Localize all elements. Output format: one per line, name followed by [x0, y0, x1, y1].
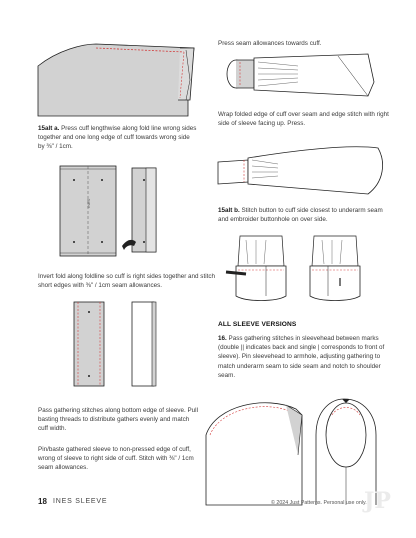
footer-title: INES SLEEVE [53, 498, 108, 505]
step-15a-label: 15alt a. [38, 125, 60, 132]
cuff-piece-label: INES [86, 198, 91, 208]
sleeve-cuff-illustration [38, 40, 198, 118]
button-buttonhole-illustration [226, 236, 376, 306]
step-16-paragraph [218, 334, 390, 380]
step-15a-text: Press cuff lengthwise along fold line wrong sides together and one long edge of cuff towards wrong side by ⅜" / 1cm. [38, 125, 197, 151]
footer-copyright: © 2024 Just Patterns. Personal use only. [271, 500, 367, 506]
step-15a-paragraph [38, 124, 198, 152]
finished-sleeve-illustration [218, 142, 388, 200]
pin-baste-text: Pin/baste gathered sleeve to non-pressed edge of cuff, wrong of sleeve to right side of cuff. Stitch with ⅜" / 1cm seam allowances. [38, 446, 194, 472]
sleevehead-illustration [206, 395, 386, 505]
step-16-label: 16. [218, 335, 227, 342]
step-15b-text: Stitch button to cuff side closest to underarm seam and embroider buttonhole on over side. [218, 207, 383, 224]
invert-fold-text: Invert fold along foldline so cuff is right sides together and stitch short edges with ⅜" / 1cm seam allowances. [38, 273, 215, 290]
stitched-cuff-illustration [74, 302, 170, 390]
page-number: 18 [38, 497, 47, 506]
pressed-cuff-illustration [218, 52, 378, 100]
step-15b-paragraph [218, 206, 390, 224]
wrap-cuff-text: Wrap folded edge of cuff over seam and edge stitch with right side of sleeve facing up. Press. [218, 111, 389, 128]
step-16-text: Pass gathering stitches in sleevehead between marks (double || indicates back and single | corresponds to front of sleeve). Pin sleevehead to armhole, adjusting gathering to match underarm seam to side seam and notch to shoulder seam. [218, 335, 385, 379]
step-15b-label: 15alt b. [218, 207, 240, 214]
gather-stitches-text: Pass gathering stitches along bottom edge of sleeve. Pull basting threads to distribute gathers evenly and match cuff width. [38, 407, 198, 433]
just-patterns-logo: JP [364, 488, 391, 514]
press-seam-text: Press seam allowances towards cuff. [218, 40, 322, 47]
all-sleeve-versions-heading: ALL SLEEVE VERSIONS [218, 321, 297, 328]
cuff-pieces-illustration [60, 166, 170, 262]
